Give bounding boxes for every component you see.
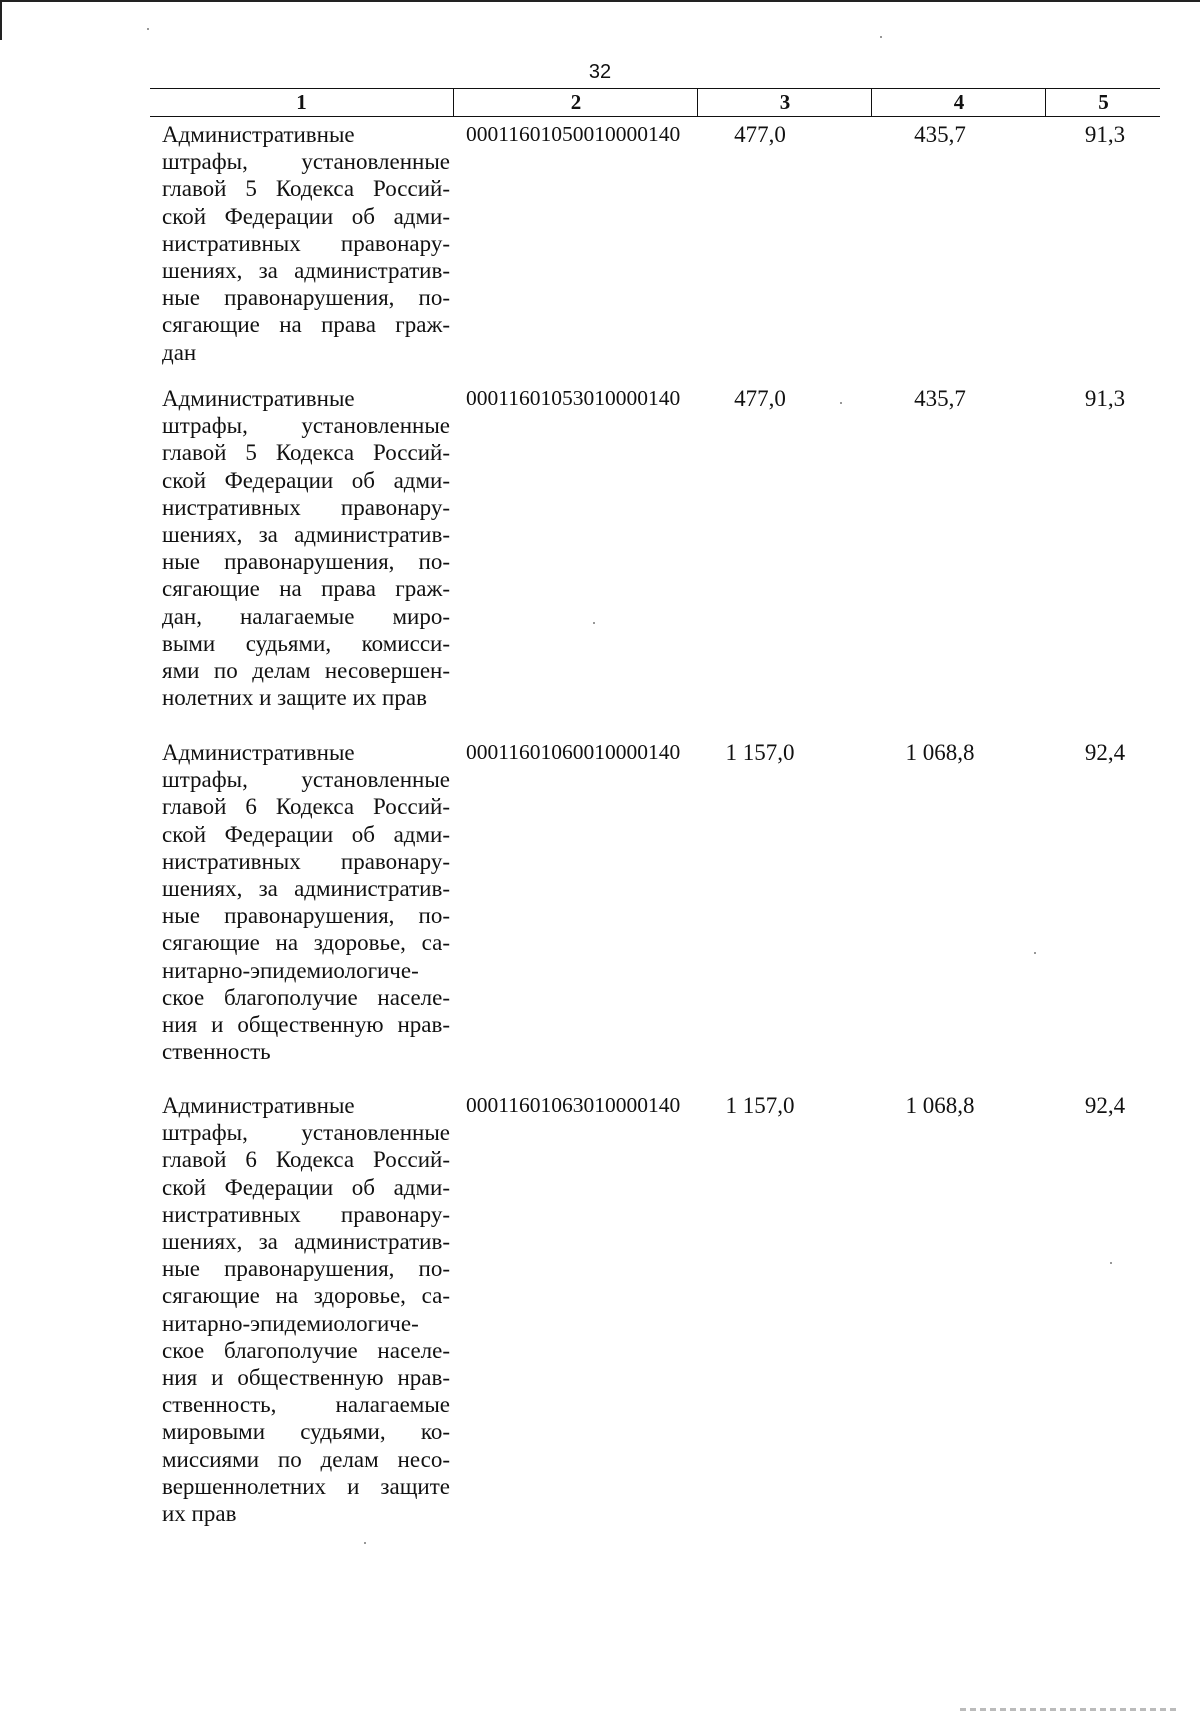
description-line: Административные	[162, 386, 355, 411]
description-line: ния и общественную нрав-	[162, 1365, 450, 1391]
description-line: мировыми судьями, ко-	[162, 1419, 450, 1445]
description-line: ское благополучие населе-	[162, 1337, 450, 1363]
description-line: нистративных правонару-	[162, 230, 450, 256]
description-line: Административные	[162, 122, 355, 147]
description-line: шениях, за административ-	[162, 258, 450, 284]
description-line: шениях, за административ-	[162, 522, 450, 548]
description-line: выми судьями, комисси-	[162, 630, 450, 656]
value-column-5: 92,4	[1084, 1093, 1126, 1118]
description-line: дан, налагаемые миро-	[162, 603, 450, 629]
description-line: главой 5 Кодекса Россий-	[162, 440, 450, 466]
description-line: сягающие на права граж-	[162, 576, 450, 602]
value-column-4: 1 068,8	[905, 1093, 975, 1118]
scan-speck	[1110, 1262, 1112, 1264]
description-line: нитарно-эпидемиологиче-	[162, 1310, 419, 1336]
column-header-4: 4	[871, 89, 1046, 116]
description-line: ской Федерации об адми-	[162, 821, 450, 847]
value-column-4: 435,7	[914, 386, 966, 411]
description-line: ные правонарушения, по-	[162, 1256, 450, 1282]
value-column-5: 92,4	[1084, 740, 1126, 765]
row-description	[162, 1092, 450, 1527]
value-column-4: 435,7	[914, 122, 966, 147]
description-line: ния и общественную нрав-	[162, 1012, 450, 1038]
page-left-border	[0, 0, 2, 40]
column-header-5: 5	[1045, 89, 1161, 116]
page-top-border	[0, 0, 1200, 2]
value-column-3: 477,0	[734, 122, 786, 147]
budget-code: 00011601063010000140	[466, 1093, 681, 1117]
page-number: 32	[588, 61, 612, 83]
description-line: Административные	[162, 740, 355, 765]
value-column-3: 1 157,0	[725, 1093, 795, 1118]
description-line: ственность	[162, 1039, 271, 1065]
value-column-5: 91,3	[1084, 386, 1126, 411]
description-line: сягающие на здоровье, са-	[162, 1283, 450, 1309]
budget-code: 00011601053010000140	[466, 386, 681, 410]
description-line: миссиями по делам несо-	[162, 1446, 450, 1472]
description-line: нистративных правонару-	[162, 494, 450, 520]
scan-speck	[147, 28, 149, 30]
row-description	[162, 121, 450, 366]
description-line: ской Федерации об адми-	[162, 203, 450, 229]
description-line: ные правонарушения, по-	[162, 549, 450, 575]
scan-speck	[593, 622, 595, 624]
value-column-5: 91,3	[1084, 122, 1126, 147]
description-line: их прав	[162, 1501, 237, 1527]
description-line: главой 5 Кодекса Россий-	[162, 176, 450, 202]
description-line: ные правонарушения, по-	[162, 285, 450, 311]
description-line: Административные	[162, 1093, 355, 1118]
scan-edge-strip	[960, 1708, 1180, 1711]
description-line: ской Федерации об адми-	[162, 467, 450, 493]
budget-code: 00011601060010000140	[466, 740, 681, 764]
scan-speck	[880, 36, 882, 38]
description-line: штрафы, установленные	[162, 1120, 450, 1146]
row-description	[162, 739, 450, 1065]
scan-speck	[840, 402, 842, 404]
description-line: штрафы, установленные	[162, 413, 450, 439]
description-line: сягающие на права граж-	[162, 312, 450, 338]
description-line: ское благополучие населе-	[162, 984, 450, 1010]
description-line: нолетних и защите их прав	[162, 685, 427, 711]
description-line: ственность, налагаемые	[162, 1392, 450, 1418]
description-line: главой 6 Кодекса Россий-	[162, 794, 450, 820]
value-column-3: 477,0	[734, 386, 786, 411]
description-line: ской Федерации об адми-	[162, 1174, 450, 1200]
budget-code: 00011601050010000140	[466, 122, 681, 146]
value-column-4: 1 068,8	[905, 740, 975, 765]
description-line: шениях, за административ-	[162, 1229, 450, 1255]
description-line: ные правонарушения, по-	[162, 903, 450, 929]
row-description	[162, 385, 450, 711]
scan-speck	[1034, 952, 1036, 954]
scan-speck	[364, 1542, 366, 1544]
description-line: сягающие на здоровье, са-	[162, 930, 450, 956]
description-line: главой 6 Кодекса Россий-	[162, 1147, 450, 1173]
budget-table	[150, 88, 1160, 1527]
description-line: штрафы, установленные	[162, 767, 450, 793]
description-line: ями по делам несовершен-	[162, 658, 450, 684]
description-line: нистративных правонару-	[162, 1201, 450, 1227]
description-line: шениях, за административ-	[162, 876, 450, 902]
description-line: вершеннолетних и защите	[162, 1473, 450, 1499]
value-column-3: 1 157,0	[725, 740, 795, 765]
description-line: нистративных правонару-	[162, 848, 450, 874]
description-line: нитарно-эпидемиологиче-	[162, 957, 419, 983]
column-header-2: 2	[453, 89, 698, 116]
table-header-row	[150, 88, 1160, 117]
description-line: штрафы, установленные	[162, 149, 450, 175]
column-header-3: 3	[697, 89, 872, 116]
column-header-1: 1	[296, 90, 307, 114]
description-line: дан	[162, 339, 197, 365]
